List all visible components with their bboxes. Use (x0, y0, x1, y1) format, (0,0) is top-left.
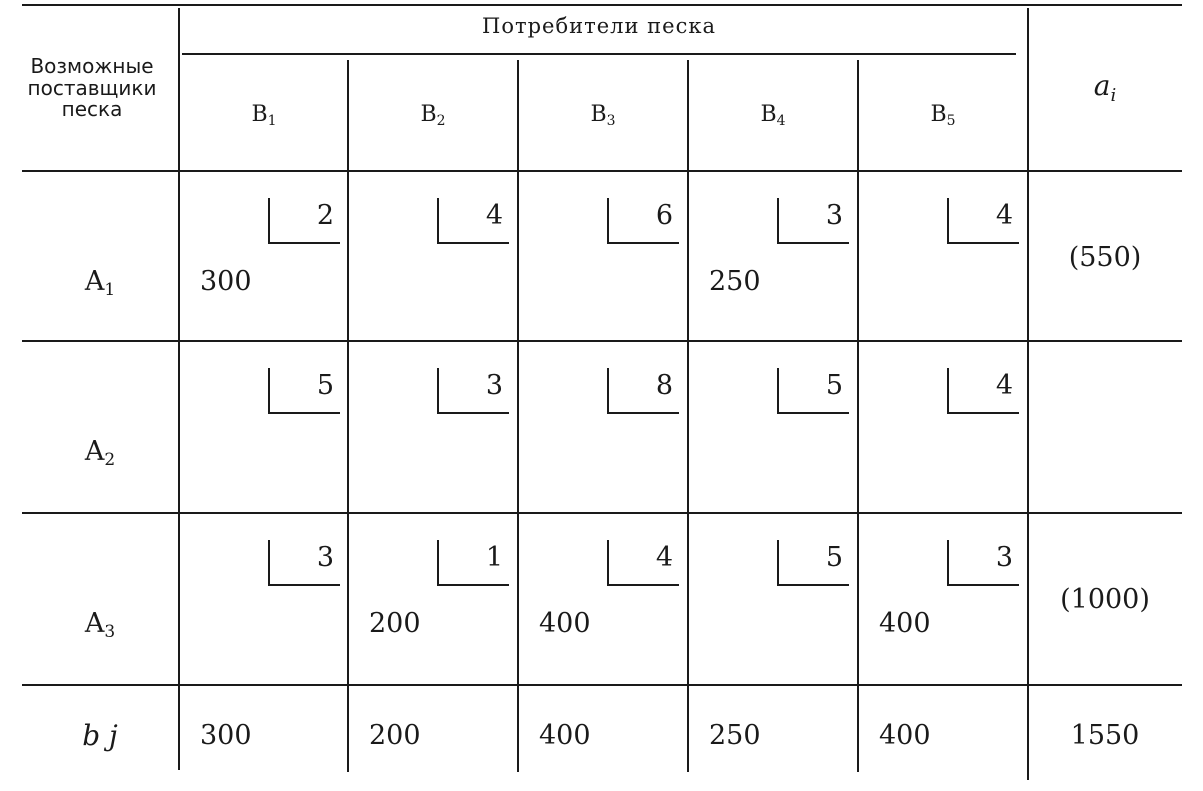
cost-box (607, 198, 679, 244)
cost-box (777, 368, 849, 414)
cost-value: 5 (825, 542, 843, 573)
col-rule-b3-b4 (687, 60, 689, 772)
row-label-a3 (22, 610, 178, 641)
consumers-rule (182, 53, 1016, 55)
allocation-value: 200 (369, 608, 421, 639)
row-label-a2 (22, 438, 178, 469)
cost-box (607, 368, 679, 414)
row-label-sub: 2 (104, 450, 116, 470)
cost-box (268, 368, 340, 414)
column-header-b4 (689, 104, 857, 128)
row-label-letter: A (84, 266, 105, 297)
row-label-letter: A (84, 436, 105, 467)
cost-value: 4 (655, 542, 673, 573)
allocation-value: 300 (200, 266, 252, 297)
col-rule-b1-b2 (347, 60, 349, 772)
cost-box (777, 540, 849, 586)
cost-value: 3 (825, 200, 843, 231)
row-label-a1 (22, 268, 178, 299)
column-header-letter: B (760, 102, 777, 127)
supply-header-sub: i (1110, 85, 1117, 106)
allocation-value: 250 (709, 266, 761, 297)
column-header-sub: 2 (436, 113, 446, 129)
cost-value: 3 (316, 542, 334, 573)
column-header-b5 (859, 104, 1027, 128)
cost-box (947, 540, 1019, 586)
column-header-b2 (349, 104, 517, 128)
suppliers-header: Возможные поставщики песка (27, 54, 157, 122)
supply-header-letter: a (1093, 69, 1111, 102)
cost-box (777, 198, 849, 244)
allocation-value: 400 (879, 608, 931, 639)
row-label-letter: A (84, 608, 105, 639)
cost-value: 3 (995, 542, 1013, 573)
row-label-sub: 1 (104, 280, 116, 300)
supply-value: (550) (1068, 242, 1142, 273)
column-header-sub: 4 (776, 113, 786, 129)
column-header-sub: 3 (606, 113, 616, 129)
allocation-value: 400 (539, 608, 591, 639)
row2-bottom-rule (22, 512, 1182, 514)
demand-value-b4: 250 (709, 720, 761, 751)
column-header-b3 (519, 104, 687, 128)
row3-bottom-rule (22, 684, 1182, 686)
cost-box (947, 198, 1019, 244)
cost-box (437, 540, 509, 586)
column-header-letter: B (930, 102, 947, 127)
top-rule (22, 4, 1182, 6)
consumers-header: Потребители песка (482, 14, 716, 38)
cost-value: 3 (485, 370, 503, 401)
cost-value: 4 (995, 200, 1013, 231)
cost-value: 2 (316, 200, 334, 231)
column-header-letter: B (251, 102, 268, 127)
column-header-letter: B (420, 102, 437, 127)
demand-value-b1: 300 (200, 720, 252, 751)
column-header-sub: 1 (267, 113, 277, 129)
supply-col-rule (1027, 8, 1029, 780)
demand-value-b3: 400 (539, 720, 591, 751)
column-header-letter: B (590, 102, 607, 127)
header-bottom-rule (22, 170, 1182, 172)
cost-value: 4 (995, 370, 1013, 401)
col-rule-b4-b5 (857, 60, 859, 772)
cost-box (268, 540, 340, 586)
column-header-sub: 5 (946, 113, 956, 129)
supply-value: (1000) (1060, 584, 1150, 615)
cost-value: 5 (316, 370, 334, 401)
cost-box (607, 540, 679, 586)
column-header-b1 (180, 104, 348, 128)
col-rule-b2-b3 (517, 60, 519, 772)
cost-box (437, 368, 509, 414)
cost-value: 1 (485, 542, 503, 573)
cost-box (947, 368, 1019, 414)
cost-value: 8 (655, 370, 673, 401)
cost-value: 5 (825, 370, 843, 401)
supply-header (1030, 69, 1180, 106)
demand-total: 1550 (1070, 720, 1140, 751)
cost-value: 6 (655, 200, 673, 231)
demand-value-b5: 400 (879, 720, 931, 751)
cost-value: 4 (485, 200, 503, 231)
demand-header: b j (82, 719, 118, 752)
demand-value-b2: 200 (369, 720, 421, 751)
row1-bottom-rule (22, 340, 1182, 342)
cost-box (268, 198, 340, 244)
row-label-sub: 3 (104, 622, 116, 642)
cost-box (437, 198, 509, 244)
